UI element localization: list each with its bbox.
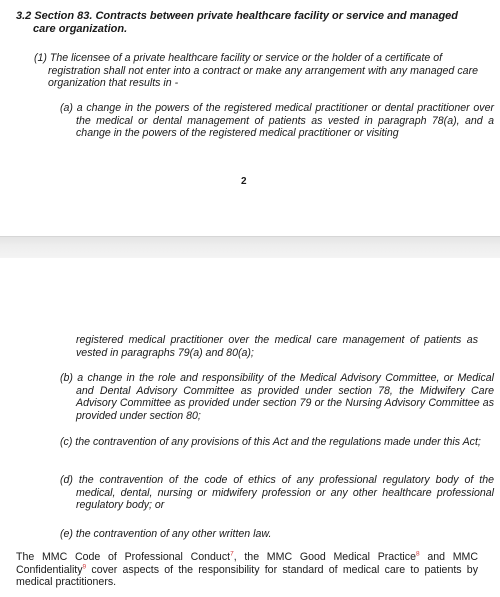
document-page-1 [0, 0, 500, 236]
item-d: (d) the contravention of the code of ethics of any professional regulatory body of the medical, dental, nursing or midwifery profession or any other healthcare professional regulatory body; or [60, 474, 494, 512]
section-heading [16, 10, 486, 36]
item-b: (b) a change in the role and responsibility of the Medical Advisory Committee, or Medical and Dental Advisory Committee as provided under section 78, the Midwifery Care Advisory Committee as provided under section 79 or the Nursing Advisory Committee as provided under section 80; [60, 372, 494, 422]
mmc-paragraph [16, 551, 478, 589]
item-a-part1: (a) a change in the powers of the registered medical practitioner or dental practitioner over the medical or dental management of patients as vested in paragraph 78(a), and a change in the powers of the registered medical practitioner or visiting [60, 102, 494, 140]
page-break [0, 236, 500, 259]
mmc-text-2: , the MMC Good Medical Practice [233, 551, 416, 563]
mmc-text-4: cover aspects of the responsibility for standard of medical care to patients by medical practitioners. [16, 563, 478, 589]
footnote-ref-9[interactable]: 9 [82, 563, 87, 571]
footnote-ref-8[interactable]: 8 [415, 550, 420, 558]
footnote-ref-7[interactable]: 7 [230, 550, 234, 558]
item-e: (e) the contravention of any other written law. [60, 528, 272, 540]
clause-1-line1: (1) The licensee of a private healthcare facility or service or the holder of a certificate of [34, 52, 443, 64]
clause-1-rest: registration shall not enter into a contract or make any arrangement with any managed care organization that results in - [48, 64, 478, 90]
item-c: (c) the contravention of any provisions of this Act and the regulations made under this Act; [60, 436, 481, 448]
section-heading-line1: 3.2 Section 83. Contracts between private healthcare facility or service and managed [16, 10, 459, 22]
item-a-part2: registered medical practitioner over the medical care management of patients as vested in paragraphs 79(a) and 80(a); [76, 334, 478, 359]
mmc-text-1: The MMC Code of Professional Conduct [16, 551, 231, 563]
document-page-2 [0, 258, 500, 597]
clause-1 [34, 52, 478, 90]
section-heading-line2: care organization. [33, 23, 128, 35]
page-number: 2 [241, 176, 247, 187]
mmc-text-3: and MMC Confidentiality [16, 551, 479, 576]
